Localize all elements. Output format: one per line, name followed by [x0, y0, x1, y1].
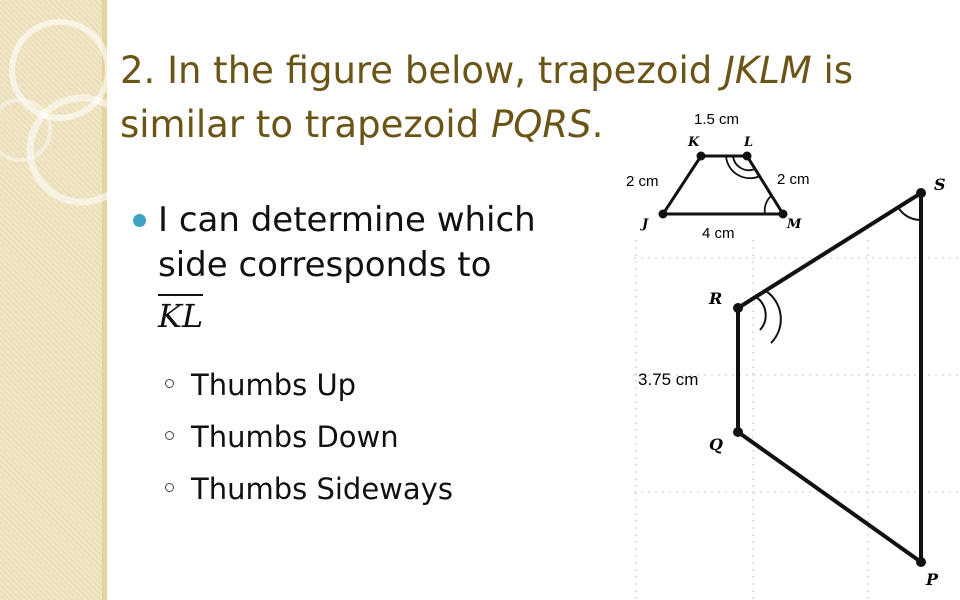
title-text: is — [811, 49, 854, 92]
title-text: similar to trapezoid — [120, 103, 491, 146]
angle-mark-m — [765, 196, 771, 214]
label-right-small: 2 cm — [777, 171, 810, 188]
sub-bullet-label: Thumbs Up — [191, 368, 357, 402]
vertex-q: Q — [709, 435, 723, 454]
vertex-j: J — [642, 217, 649, 232]
dotted-grid — [634, 240, 960, 600]
vertex-p: P — [926, 570, 939, 589]
title-name-jklm: JKLM — [724, 49, 812, 92]
main-bullet-line: side corresponds to — [158, 245, 492, 285]
main-bullet-line: I can determine which — [158, 200, 536, 240]
title-name-pqrs: PQRS — [490, 103, 592, 146]
label-bottom-small: 4 cm — [702, 225, 735, 242]
label-left-small: 2 cm — [626, 173, 659, 190]
title-text: . — [591, 103, 604, 146]
segment-kl: KL — [158, 294, 203, 334]
vertex-r: R — [709, 289, 723, 308]
trapezoid-pqrs — [638, 175, 946, 589]
vertex-k: K — [688, 135, 700, 150]
angle-mark-s — [898, 207, 921, 220]
vertex-l: L — [744, 135, 754, 150]
trapezoid-jklm — [626, 111, 810, 242]
sub-bullet-label: Thumbs Sideways — [191, 472, 453, 506]
angle-mark-r-outer — [766, 291, 781, 343]
vertex-s: S — [934, 175, 946, 194]
vertex-m: M — [787, 217, 802, 232]
label-top-small: 1.5 cm — [694, 111, 740, 128]
label-qr: 3.75 cm — [638, 370, 699, 389]
sub-bullet-label: Thumbs Down — [191, 420, 399, 454]
angle-mark-r — [756, 297, 766, 330]
title-text: 2. In the figure below, trapezoid — [120, 49, 725, 92]
